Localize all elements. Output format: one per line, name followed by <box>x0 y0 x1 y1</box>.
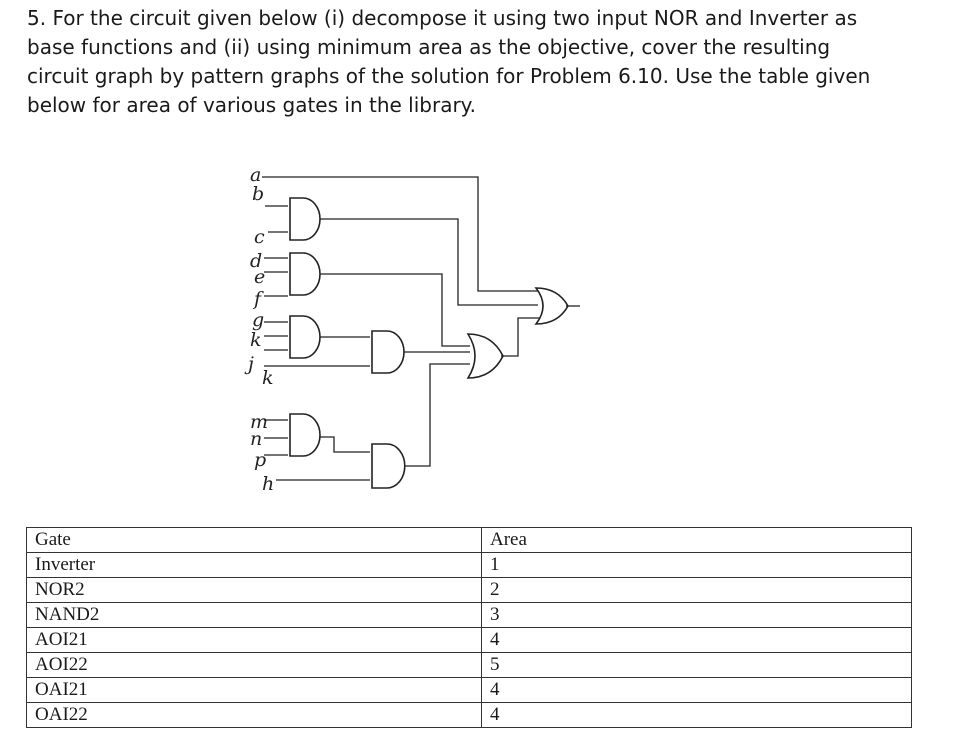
area-cell: 1 <box>482 553 912 578</box>
and-gate-3 <box>290 316 320 358</box>
problem-line: 5. For the circuit given below (i) decompose it using two input NOR and Inverter as <box>27 6 858 30</box>
or-gate-1 <box>468 334 503 378</box>
gate-cell: OAI22 <box>27 703 482 728</box>
area-cell: 4 <box>482 628 912 653</box>
input-label-j: j <box>248 353 254 375</box>
input-label-p: p <box>254 449 267 471</box>
input-label-b: b <box>252 183 265 205</box>
input-label-f: f <box>254 288 262 310</box>
table-row <box>27 678 912 703</box>
problem-line: base functions and (ii) using minimum area as the objective, cover the resulting <box>27 35 831 59</box>
area-cell: 2 <box>482 578 912 603</box>
area-cell: 4 <box>482 703 912 728</box>
area-cell: 3 <box>482 603 912 628</box>
circuit-wires <box>262 177 580 480</box>
and-gate-6 <box>372 444 405 488</box>
table-row <box>27 703 912 728</box>
gate-cell: Inverter <box>27 553 482 578</box>
table-row <box>27 578 912 603</box>
table-header-row <box>27 528 912 553</box>
and-gate-1 <box>290 198 320 240</box>
gate-cell: NOR2 <box>27 578 482 603</box>
problem-line: circuit graph by pattern graphs of the solution for Problem 6.10. Use the table given <box>27 64 871 88</box>
table-row <box>27 653 912 678</box>
input-label-k1: k <box>250 329 262 351</box>
table-row <box>27 628 912 653</box>
problem-line: below for area of various gates in the library. <box>27 93 477 117</box>
input-label-e: e <box>254 266 266 288</box>
or-gate-output <box>536 288 568 324</box>
gate-area-table <box>26 527 912 728</box>
input-label-h: h <box>262 473 275 495</box>
input-label-d: d <box>250 250 263 272</box>
table-row <box>27 603 912 628</box>
header-gate: Gate <box>27 528 482 553</box>
input-label-g: g <box>252 309 265 331</box>
input-label-m: m <box>250 411 269 433</box>
and-gate-4 <box>372 331 404 373</box>
gate-cell: OAI21 <box>27 678 482 703</box>
and-gate-2 <box>290 253 320 295</box>
area-cell: 4 <box>482 678 912 703</box>
gate-cell: AOI21 <box>27 628 482 653</box>
input-label-n: n <box>250 428 263 450</box>
gate-cell: NAND2 <box>27 603 482 628</box>
input-label-c: c <box>254 226 265 248</box>
input-label-k2: k <box>262 367 274 389</box>
input-label-a: a <box>250 164 262 186</box>
table-row <box>27 553 912 578</box>
area-cell: 5 <box>482 653 912 678</box>
gate-cell: AOI22 <box>27 653 482 678</box>
and-gate-5 <box>290 414 320 456</box>
header-area: Area <box>482 528 912 553</box>
